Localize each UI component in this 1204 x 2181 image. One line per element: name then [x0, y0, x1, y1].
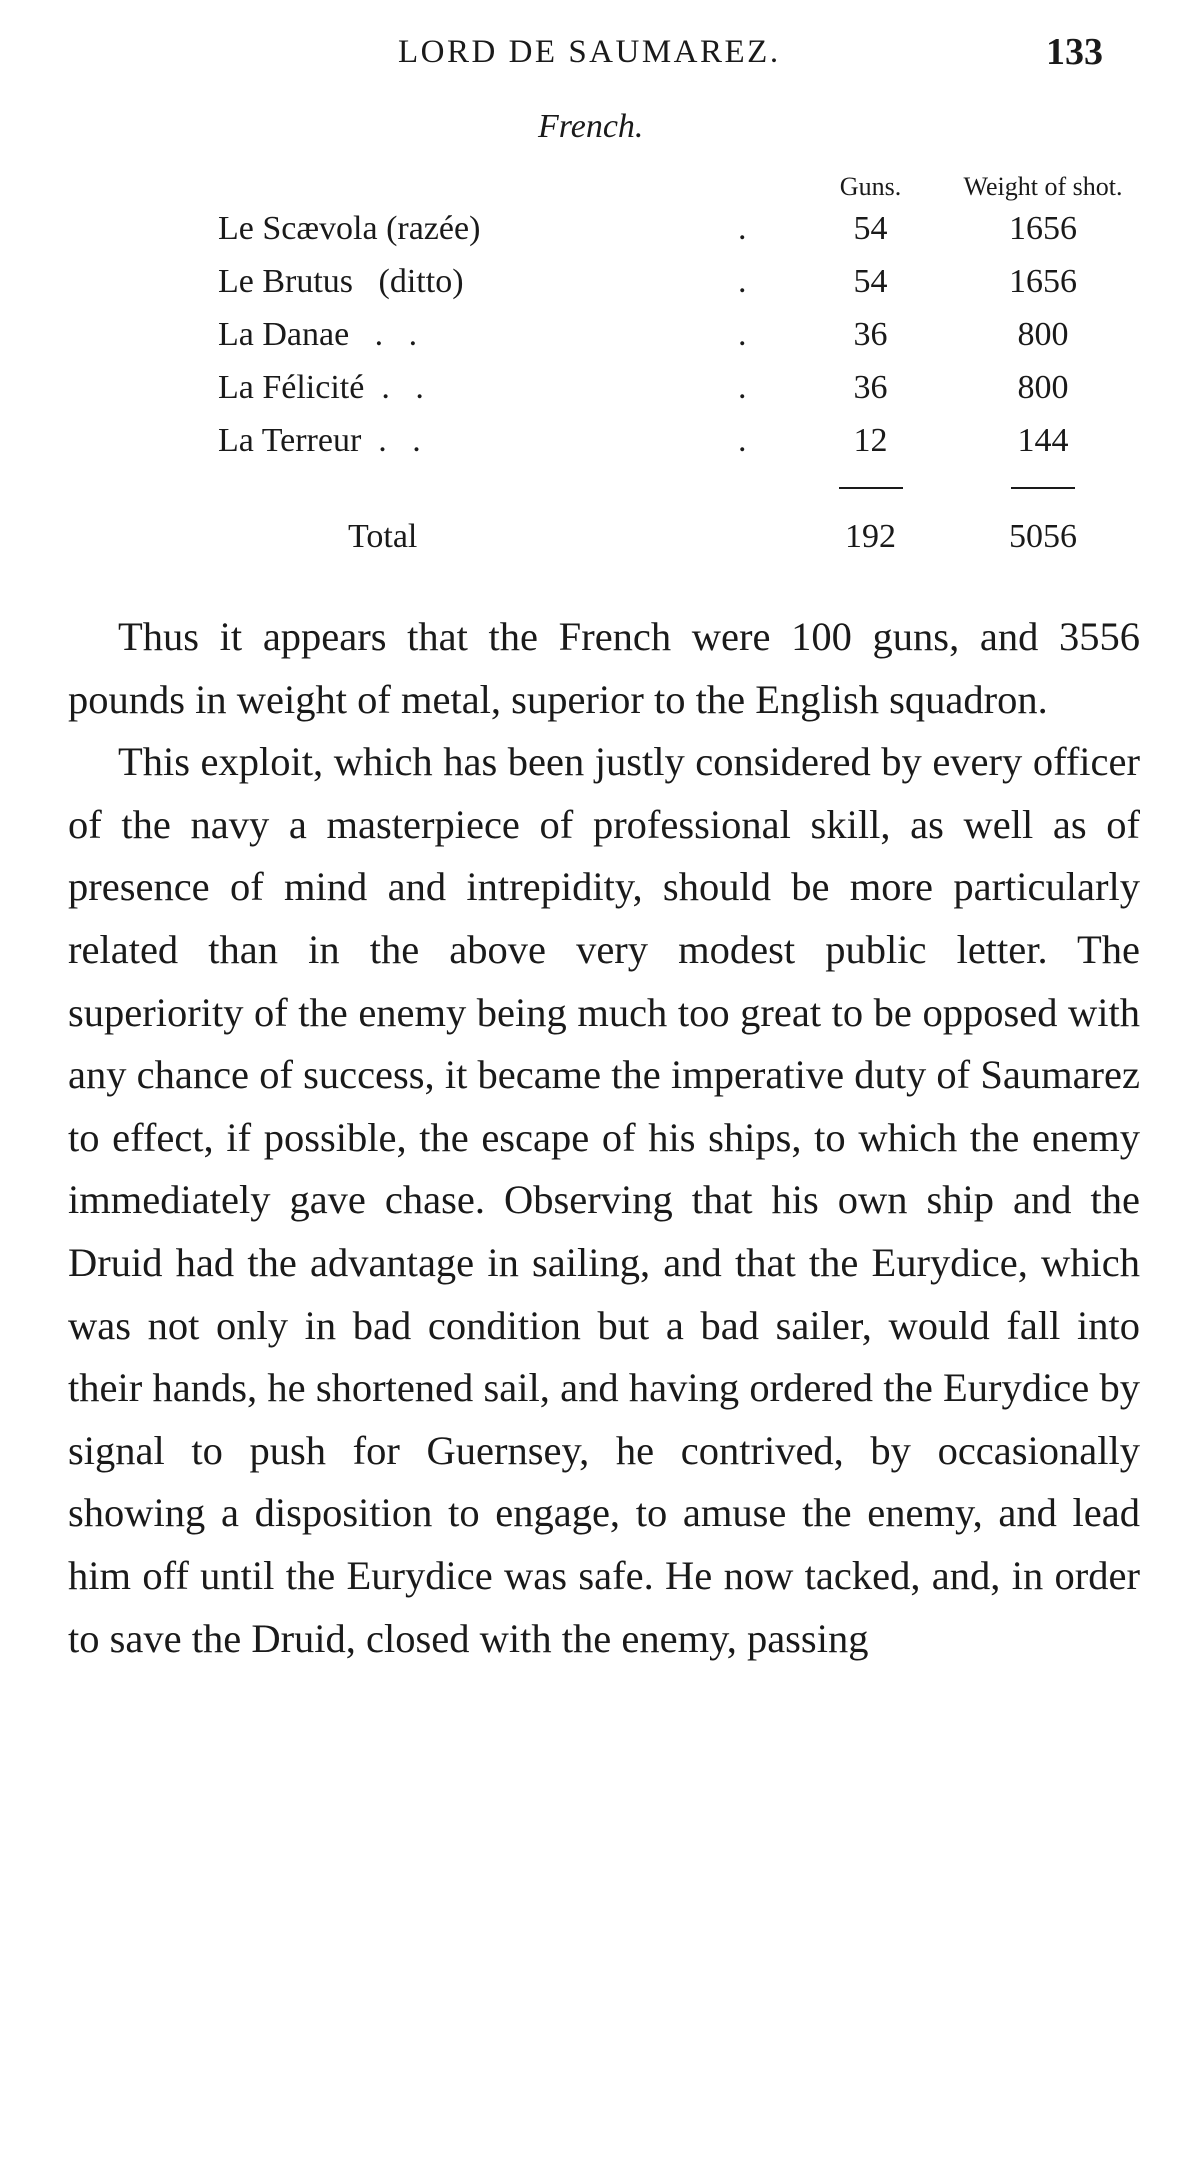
page-number: 133: [1046, 31, 1103, 73]
ship-guns: 36: [853, 368, 888, 406]
paragraph: Thus it appears that the French were 100 guns, and 3556 pounds in weight of metal, superior to the English squadron.: [68, 614, 1140, 722]
table-row: [218, 308, 1138, 361]
ship-weight: 800: [1017, 315, 1069, 353]
table-row: [218, 202, 1138, 255]
ship-guns: 36: [853, 315, 888, 353]
table-header-row: [218, 160, 1138, 202]
sum-rule: [839, 487, 903, 489]
running-head: LORD DE SAUMAREZ.: [398, 34, 781, 70]
ship-name: La Terreur . .: [218, 421, 421, 459]
ship-guns: 12: [853, 421, 888, 459]
table-row: [218, 255, 1138, 308]
leader-dot: .: [738, 315, 747, 353]
page-header: [0, 30, 1204, 80]
total-weight: 5056: [1009, 518, 1077, 555]
table-row: [218, 414, 1138, 467]
leader-dot: .: [738, 368, 747, 406]
leader-dot: .: [738, 262, 747, 300]
total-guns: 192: [845, 518, 896, 555]
column-header-guns: Guns.: [839, 172, 902, 201]
ship-name: Le Brutus (ditto): [218, 262, 464, 300]
ship-weight: 1656: [1009, 262, 1077, 300]
leader-dot: .: [738, 421, 747, 459]
body-text: [68, 606, 1140, 1670]
paragraph: This exploit, which has been justly considered by every officer of the navy a masterpiece of professional skill, as well as of presence of mind and intrepidity, should be more particularly related than in the above very modest public letter. The superiority of the enemy being much too great to be opposed with any chance of success, it became the imperative duty of Saumarez to effect, if possible, the escape of his ships, to which the enemy immediately gave chase. Observing that his own ship and the Druid had the advantage in sailing, and that the Eurydice, which was not only in bad condition but a bad sailer, would fall into their hands, he shortened sail, and having ordered the Eurydice by signal to push for Guernsey, he contrived, by occasionally showing a disposition to engage, to amuse the enemy, and lead him off until the Eurydice was safe. He now tacked, and, in order to save the Druid, closed with the enemy, passing: [68, 739, 1140, 1661]
ship-guns: 54: [853, 209, 888, 247]
table-row: [218, 361, 1138, 414]
ship-weight: 144: [1017, 421, 1069, 459]
ship-weight: 800: [1017, 368, 1069, 406]
ship-weight: 1656: [1009, 209, 1077, 247]
ship-name: La Danae . .: [218, 315, 418, 353]
french-fleet-table: [218, 160, 1138, 569]
table-title: French.: [538, 108, 644, 145]
column-header-weight: Weight of shot.: [963, 172, 1123, 201]
leader-dot: .: [738, 209, 747, 247]
total-row: [218, 505, 1138, 569]
total-label: Total: [348, 518, 418, 555]
sum-rule: [1011, 487, 1075, 489]
ship-name: Le Scævola (razée): [218, 209, 481, 247]
ship-guns: 54: [853, 262, 888, 300]
ship-name: La Félicité . .: [218, 368, 424, 406]
sum-rule-row: [218, 467, 1138, 505]
